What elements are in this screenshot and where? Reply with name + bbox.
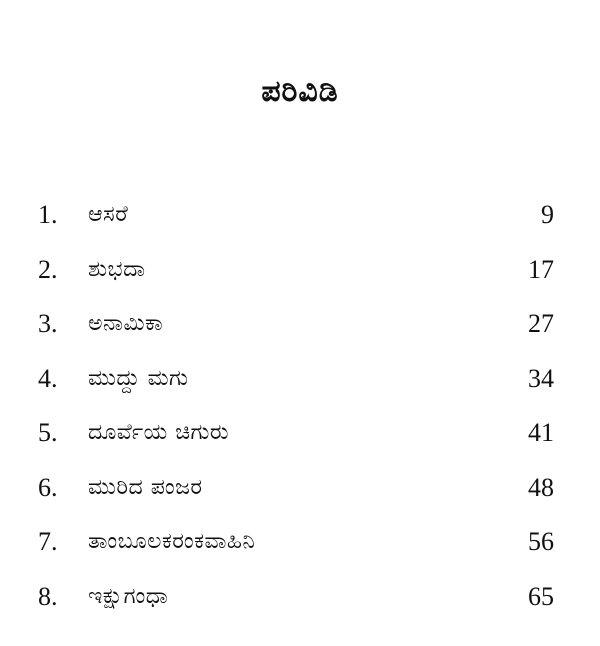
toc-number: 1. [38,200,58,230]
toc-number: 4. [38,363,58,393]
toc-number: 6. [38,472,58,502]
toc-number: 3. [38,309,58,339]
toc-page-number: 41 [528,418,554,448]
toc-number: 7. [38,527,58,557]
toc-page-number: 27 [528,309,554,339]
toc-title: ಮುದ್ದು ಮಗು [88,365,189,391]
toc-title: ಶುಭದಾ [88,256,146,282]
toc-page-number: 9 [541,200,554,230]
toc-page-number: 56 [528,527,554,557]
toc-row [38,406,554,461]
toc-page-number: 17 [528,254,554,284]
toc-page-number: 65 [528,581,554,611]
toc-title: ತಾಂಬೂಲಕರಂಕವಾಹಿನಿ [88,529,256,555]
toc-title: ದೂರ್ವೆಯ ಚಿಗುರು [88,420,230,446]
toc-page-number: 48 [528,472,554,502]
toc-title: ಇಕ್ಷುಗಂಧಾ [88,583,169,609]
toc-title: ಅನಾಮಿಕಾ [88,311,164,337]
toc-title: ಮುರಿದ ಪಂಜರ [88,474,203,500]
toc-row [38,243,554,298]
toc-row [38,297,554,352]
toc-title: ಆಸರೆ [88,202,129,228]
toc-number: 8. [38,581,58,611]
toc-row [38,570,554,625]
table-of-contents [38,188,554,624]
page-title: ಪರಿವಿಡಿ [261,74,339,109]
toc-number: 2. [38,254,58,284]
toc-row [38,461,554,516]
toc-page-number: 34 [528,363,554,393]
toc-number: 5. [38,418,58,448]
toc-row [38,515,554,570]
toc-row [38,188,554,243]
toc-row [38,352,554,407]
